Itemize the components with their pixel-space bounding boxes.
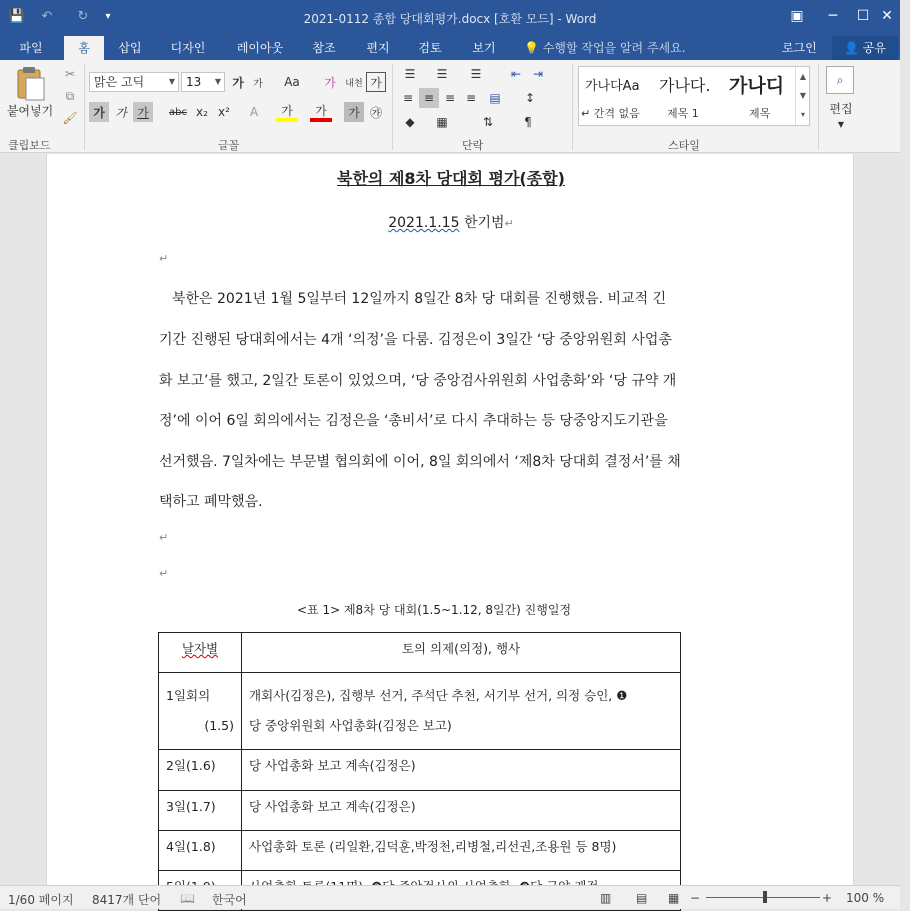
chevron-down-icon: ▼	[168, 77, 175, 86]
font-size-select[interactable]	[181, 72, 225, 92]
day-date-text: (1.5)	[204, 718, 234, 733]
tab-mailings[interactable]: 편지	[366, 41, 390, 55]
window-title: 2021-0112 종합 당대회평가.docx [호환 모드] - Word	[303, 12, 597, 26]
table-caption: <표 1> 제8차 당 대회(1.5~1.12, 8일간) 진행일정	[297, 603, 572, 617]
style-name-no-spacing[interactable]: ↵ 간격 없음	[581, 107, 640, 120]
paragraph-mark: ↵	[159, 567, 169, 580]
undo-icon[interactable]: ↶	[41, 8, 53, 24]
table-header-cell	[159, 633, 242, 673]
font-name-value: 맑은 고딕	[94, 75, 145, 89]
borders-icon[interactable]: ▦	[436, 115, 448, 129]
tab-review[interactable]: 검토	[418, 41, 442, 55]
schedule-table	[158, 632, 681, 911]
paragraph-mark: ↵	[159, 252, 169, 265]
day-text: 1일회의	[166, 688, 211, 703]
tab-references[interactable]: 참조	[312, 41, 336, 55]
agenda-line: 개회사(김정은), 집행부 선거, 주석단 추천, 서기부 선거, 의정 승인, ❶	[249, 688, 628, 703]
distribute-icon[interactable]: ▤	[489, 91, 501, 105]
superscript-button[interactable]: x²	[218, 105, 230, 119]
body-line: 북한은 2021년 1월 5일부터 12일까지 8일간 8차 당 대회를 진행했음. 비교적 긴	[172, 291, 667, 307]
doc-title: 북한의 제8차 당대회 평가(종합)	[337, 169, 565, 188]
italic-button[interactable]: 가	[115, 105, 127, 120]
body-line: 정’에 이어 6일 회의에서는 김정은을 ‘총비서’로 다시 추대하는 등 당중앙지도기관을	[159, 413, 668, 429]
clear-formatting-button[interactable]: 가	[324, 75, 336, 90]
tab-view[interactable]: 보기	[472, 41, 496, 55]
agenda-line: 당 중앙위원회 사업총화(김정은 보고)	[249, 718, 452, 733]
font-size-value: 13	[186, 75, 202, 89]
justify-icon[interactable]: ≡	[465, 91, 477, 105]
subscript-button[interactable]: x₂	[196, 105, 208, 119]
table-cell-agenda: 당 사업총화 보고 계속(김정은)	[242, 791, 681, 831]
table-row	[159, 673, 681, 750]
document-page[interactable]	[46, 154, 854, 894]
styles-gallery	[578, 66, 810, 126]
format-painter-icon[interactable]: 🖌	[62, 111, 78, 125]
divider	[84, 64, 85, 150]
table-cell-day: 4일(1.8)	[159, 831, 242, 871]
zoom-slider-thumb[interactable]	[763, 891, 767, 903]
table-cell-day: 3일(1.7)	[159, 791, 242, 831]
close-button[interactable]: ✕	[881, 8, 893, 24]
numbering-icon[interactable]: ☰	[436, 67, 448, 81]
underline-button[interactable]: 가	[133, 102, 153, 122]
editing-button[interactable]: 편집	[829, 101, 853, 116]
body-line: 화 보고’를 했고, 2일간 토론이 있었으며, ‘당 중앙검사위원회 사업총화’와 ‘당 규약 개	[159, 373, 677, 389]
paragraph-group-label: 단락	[462, 139, 484, 152]
strikethrough-button[interactable]: abc	[169, 106, 187, 118]
ribbon-tabs	[0, 36, 900, 60]
text-effects-icon[interactable]: A	[249, 105, 259, 119]
body-line: 선거했음. 7일차에는 부문별 협의회에 이어, 8일 회의에서 ‘제8차 당대회 결정서’를 채	[159, 454, 681, 470]
sort-icon[interactable]: ⇅	[482, 115, 494, 129]
enclosed-char-button[interactable]: ㉮	[369, 105, 382, 120]
shading-icon[interactable]: ◆	[405, 115, 415, 129]
style-name-heading1[interactable]: 제목 1	[667, 107, 699, 120]
multilevel-list-icon[interactable]: ☰	[470, 67, 482, 81]
language-indicator[interactable]: 한국어	[212, 893, 247, 907]
vertical-scrollbar[interactable]	[883, 154, 900, 885]
title-bar	[0, 0, 900, 36]
tell-me-box[interactable]	[524, 36, 686, 60]
table-row	[159, 831, 681, 871]
table-header-cell: 토의 의제(의정), 행사	[242, 633, 681, 673]
clipboard-group-label: 클립보드	[8, 139, 51, 152]
maximize-button[interactable]: ☐	[856, 8, 870, 24]
style-preview-title[interactable]: 가나디	[729, 75, 785, 97]
align-left-icon[interactable]: ≡	[402, 91, 414, 105]
font-color-button[interactable]: 가	[310, 102, 332, 122]
styles-group-label: 스타일	[668, 139, 700, 152]
zoom-in-icon[interactable]: +	[822, 891, 833, 905]
paste-label[interactable]: 붙여넣기	[6, 103, 54, 118]
table-header-row	[159, 633, 681, 673]
zoom-out-icon[interactable]: −	[690, 891, 701, 905]
styles-scroll[interactable]: ▲ ▼ ▾	[795, 67, 810, 125]
read-mode-icon[interactable]: ▥	[600, 891, 612, 905]
shrink-font-button[interactable]: 가	[253, 78, 263, 90]
table-row	[159, 791, 681, 831]
tell-me-text: 수행할 작업을 알려 주세요.	[542, 41, 686, 55]
word-count[interactable]: 8417개 단어	[92, 893, 162, 907]
character-shading-button[interactable]: 가	[344, 102, 364, 122]
body-line: 기간 진행된 당대회에서는 4개 ‘의정’을 다룸. 김정은이 3일간 ‘당 중앙위원회 사업총	[159, 332, 672, 348]
divider	[572, 64, 573, 150]
doc-date: 2021.1.15	[388, 215, 460, 231]
paste-button[interactable]	[12, 66, 48, 102]
page-count[interactable]: 1/60 페이지	[8, 893, 74, 907]
zoom-level[interactable]: 100 %	[846, 891, 885, 905]
align-center-icon[interactable]: ≡	[419, 88, 439, 108]
redo-icon[interactable]: ↻	[77, 8, 89, 24]
print-layout-icon[interactable]: ▤	[636, 891, 648, 905]
table-cell-agenda	[242, 673, 681, 750]
grow-font-button[interactable]: 가	[232, 75, 244, 90]
login-link[interactable]: 로그인	[782, 41, 817, 55]
share-button[interactable]	[832, 36, 898, 60]
clipboard-icon	[12, 66, 46, 102]
style-name-title[interactable]: 제목	[749, 107, 771, 120]
chevron-down-icon: ▼	[214, 77, 221, 86]
table-cell-agenda: 당 사업총화 보고 계속(김정은)	[242, 750, 681, 791]
phonetic-guide-button[interactable]: 내천	[345, 78, 363, 89]
share-label: 공유	[862, 41, 886, 55]
decrease-indent-icon[interactable]: ⇤	[510, 67, 522, 81]
tab-design[interactable]: 디자인	[170, 41, 206, 55]
style-preview-no-spacing[interactable]: 가나다Aa	[585, 79, 640, 94]
style-preview-heading1[interactable]: 가나다.	[659, 76, 711, 95]
table-row	[159, 750, 681, 791]
minimize-button[interactable]: ─	[828, 8, 838, 24]
font-group-label: 글꼴	[218, 139, 240, 152]
chevron-down-icon: ▼	[837, 119, 845, 129]
doc-author: 한기범	[463, 215, 505, 231]
search-icon[interactable]: ⌕	[826, 66, 854, 94]
table-cell-day: 2일(1.6)	[159, 750, 242, 791]
cut-icon[interactable]: ✂	[64, 67, 76, 81]
divider	[818, 64, 819, 150]
divider	[392, 64, 393, 150]
paragraph-mark: ↵	[159, 531, 169, 544]
ribbon	[0, 60, 900, 153]
status-bar	[0, 885, 900, 909]
header-text: 날자별	[181, 641, 219, 656]
tab-file[interactable]: 파일	[19, 41, 43, 55]
document-area	[0, 154, 900, 885]
customize-qat-icon[interactable]: ▾	[105, 10, 111, 22]
body-line: 택하고 폐막했음.	[159, 494, 263, 510]
ribbon-display-options-icon[interactable]: ▣	[790, 8, 804, 24]
web-layout-icon[interactable]: ▦	[668, 891, 680, 905]
align-right-icon[interactable]: ≡	[444, 91, 456, 105]
person-icon: 👤	[844, 41, 863, 55]
tab-home[interactable]: 홈	[64, 36, 104, 60]
change-case-button[interactable]: Aa	[284, 75, 300, 89]
line-spacing-icon[interactable]: ↕	[524, 91, 536, 105]
proofing-icon[interactable]: 📖	[180, 891, 195, 905]
tab-insert[interactable]: 삽입	[118, 41, 142, 55]
lightbulb-icon: 💡	[524, 41, 543, 55]
show-marks-icon[interactable]: ¶	[524, 115, 532, 129]
table-cell-agenda: 사업총화 토론 (리일환,김덕훈,박정천,리병철,리선권,조용원 등 8명)	[242, 831, 681, 871]
copy-icon[interactable]: ⧉	[65, 88, 75, 103]
bullets-icon[interactable]: ☰	[404, 67, 416, 81]
enclose-char-button[interactable]: 가	[366, 72, 386, 92]
save-icon[interactable]: 💾	[8, 8, 26, 24]
highlight-button[interactable]: 가	[276, 102, 298, 122]
doc-date-author: 2021.1.15 한기범↵	[388, 215, 514, 231]
font-name-select[interactable]	[89, 72, 179, 92]
increase-indent-icon[interactable]: ⇥	[532, 67, 544, 81]
table-cell-day	[159, 673, 242, 750]
bold-button[interactable]: 가	[89, 102, 109, 122]
tab-layout[interactable]: 레이아웃	[236, 41, 284, 55]
